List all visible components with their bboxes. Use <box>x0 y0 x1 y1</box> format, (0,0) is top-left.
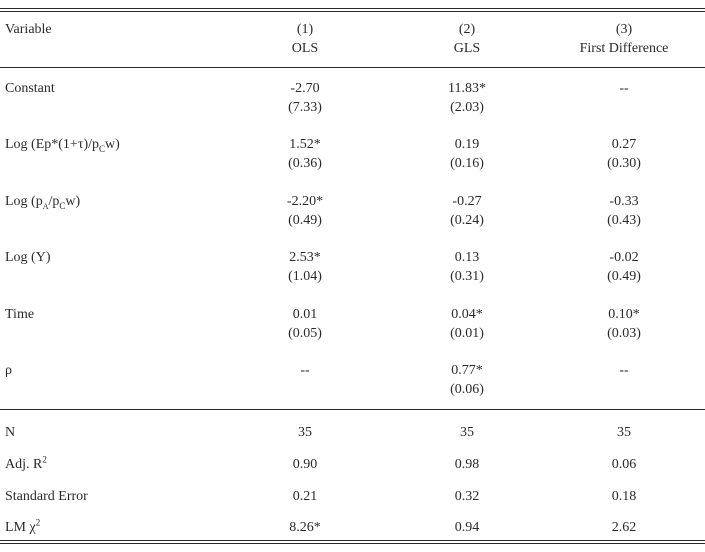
label-part: Log (p <box>5 194 43 209</box>
label-part: LM χ <box>5 520 36 535</box>
stats-rule <box>0 409 705 410</box>
col2-statistic: 0.32 <box>454 489 480 504</box>
label-part: w) <box>65 194 81 209</box>
header-rule <box>0 67 705 68</box>
stat-label-standard-error: Standard Error <box>5 489 88 504</box>
col2-statistic: 0.98 <box>454 457 480 472</box>
bottom-rule-2 <box>0 543 705 544</box>
col1-coefficient: 1.52* <box>289 137 321 152</box>
col1-statistic: 35 <box>298 425 312 440</box>
col1-coefficient: -- <box>300 363 310 378</box>
label-superscript: 2 <box>42 454 47 465</box>
label-part: /p <box>48 194 60 209</box>
stat-label-adj-r2 <box>5 456 47 474</box>
col2-std-error: (0.24) <box>450 213 484 228</box>
col1-coefficient: 2.53* <box>289 250 321 265</box>
col2-coefficient: 0.13 <box>454 250 480 265</box>
col3-std-error: (0.03) <box>607 326 641 341</box>
col3-coefficient: -0.02 <box>609 250 639 265</box>
col1-statistic: 0.21 <box>292 489 318 504</box>
row-label-rho: ρ <box>5 363 12 378</box>
top-rule-1 <box>0 8 705 9</box>
col2-coefficient: 0.19 <box>454 137 480 152</box>
col2-coefficient: -0.27 <box>452 194 482 209</box>
label-subscript: A <box>42 201 49 211</box>
col3-statistic: 2.62 <box>611 520 637 535</box>
col1-std-error: (0.05) <box>288 326 322 341</box>
col2-statistic: 35 <box>460 425 474 440</box>
col1-statistic: 0.90 <box>292 457 318 472</box>
row-label-log-exchange <box>5 136 120 154</box>
row-label-log-price <box>5 193 80 211</box>
col2-statistic: 0.94 <box>454 520 480 535</box>
col2-std-error: (0.01) <box>450 326 484 341</box>
col3-number: (3) <box>615 22 633 37</box>
col3-coefficient: 0.10* <box>608 307 640 322</box>
col1-std-error: (7.33) <box>288 100 322 115</box>
col3-coefficient: 0.27 <box>611 137 637 152</box>
label-subscript: C <box>59 200 66 211</box>
col1-number: (1) <box>296 22 314 37</box>
col1-std-error: (1.04) <box>288 269 322 284</box>
header-variable: Variable <box>5 22 52 37</box>
col2-std-error: (0.06) <box>450 382 484 397</box>
row-label-time: Time <box>5 307 35 322</box>
col2-coefficient: 0.04* <box>451 307 483 322</box>
stat-label-n: N <box>5 425 16 440</box>
col1-coefficient: -2.70 <box>290 81 320 96</box>
label-part: Adj. R <box>5 457 43 472</box>
top-rule-2 <box>0 11 705 12</box>
col2-number: (2) <box>458 22 476 37</box>
col2-coefficient: 0.77* <box>451 363 483 378</box>
col2-coefficient: 11.83* <box>448 81 486 96</box>
label-superscript: 2 <box>35 517 41 528</box>
col1-std-error: (0.36) <box>288 156 322 171</box>
col3-coefficient: -- <box>619 363 629 378</box>
col2-std-error: (0.31) <box>450 269 484 284</box>
col1-name: OLS <box>291 41 319 56</box>
bottom-rule-1 <box>0 540 705 541</box>
col3-std-error: (0.30) <box>607 156 641 171</box>
col3-name: First Difference <box>579 41 669 56</box>
row-label-log-y: Log (Y) <box>5 250 51 265</box>
col3-std-error: (0.49) <box>607 269 641 284</box>
col1-std-error: (0.49) <box>288 213 322 228</box>
label-subscript: C <box>99 143 106 154</box>
col3-statistic: 0.06 <box>611 457 637 472</box>
col3-coefficient: -- <box>619 81 629 96</box>
stat-label-lm-chi2 <box>5 519 40 537</box>
label-part: Log (Ep*(1+τ)/p <box>5 137 100 152</box>
col3-statistic: 35 <box>617 425 631 440</box>
col3-coefficient: -0.33 <box>609 194 639 209</box>
col1-coefficient: -2.20* <box>286 194 324 209</box>
col1-coefficient: 0.01 <box>292 307 318 322</box>
col1-statistic: 8.26* <box>289 520 321 535</box>
col2-std-error: (2.03) <box>450 100 484 115</box>
col2-std-error: (0.16) <box>450 156 484 171</box>
label-part: w) <box>105 137 120 152</box>
col2-name: GLS <box>453 41 481 56</box>
row-label-constant: Constant <box>5 81 55 96</box>
col3-statistic: 0.18 <box>611 489 637 504</box>
col3-std-error: (0.43) <box>607 213 641 228</box>
